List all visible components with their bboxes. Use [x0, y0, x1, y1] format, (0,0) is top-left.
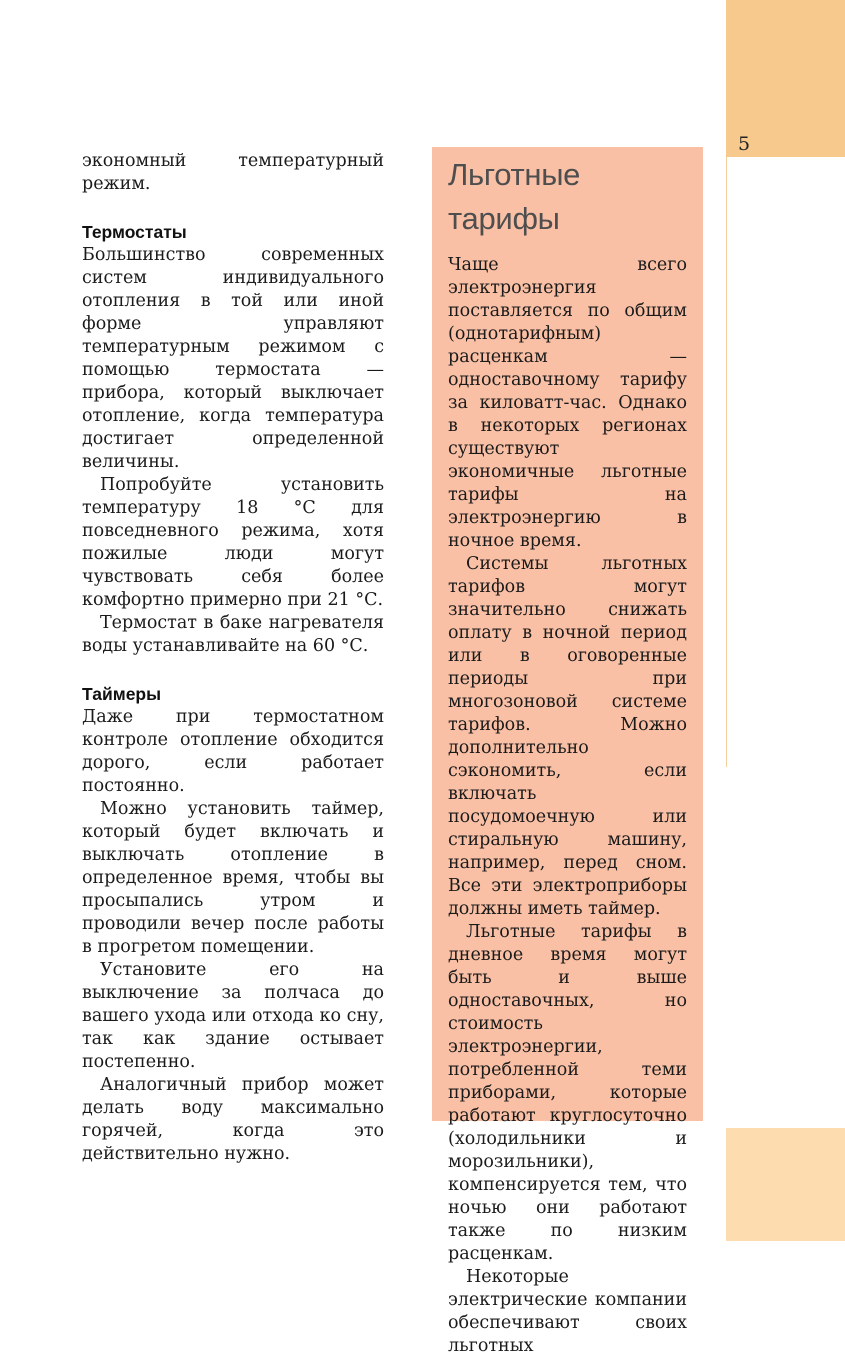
sidebar-paragraph: Некоторые электрические компании обеспечивают своих льготных	[448, 1267, 687, 1356]
section-heading-timers: Таймеры	[82, 684, 162, 704]
paragraph: Термостат в баке нагревателя воды устанавливайте на 60 °С.	[82, 613, 384, 656]
paragraph: Большинство современных систем индивидуального отопления в той или иной форме управляют температурным режимом с помощью термостата — прибора, который выключает отопление, когда температура достигает определенной величины.	[82, 245, 384, 472]
section-heading-thermostats: Термостаты	[82, 222, 187, 242]
paragraph: Установите его на выключение за полчаса до вашего ухода или отхода ко сну, так как здание остывает постепенно.	[82, 960, 384, 1072]
page-edge-rule	[726, 157, 727, 767]
page-number: 5	[738, 133, 751, 155]
sidebar-paragraph: Системы льготных тарифов могут значительно снижать оплату в ночной период или в оговоренные периоды при многозоновой системе тарифов. Можно дополнительно сэкономить, если включать посудомоечную или стиральную машину, например, перед сном. Все эти электроприборы должны иметь таймер.	[448, 554, 687, 919]
paragraph: Попробуйте установить температуру 18 °С для повседневного режима, хотя пожилые люди могут чувствовать себя более комфортно примерно при 21 °С.	[82, 475, 384, 610]
main-text-column	[82, 150, 384, 1166]
sidebar-box	[432, 147, 703, 1356]
paragraph: Аналогичный прибор может делать воду максимально горячей, когда это действительно нужно.	[82, 1075, 384, 1164]
continuation-paragraph: экономный температурный режим.	[82, 151, 384, 194]
sidebar-title: Льготные тарифы	[448, 157, 581, 236]
paragraph: Даже при термостатном контроле отопление обходится дорого, если работает постоянно.	[82, 707, 384, 796]
sidebar-paragraph: Чаще всего электроэнергия поставляется по общим (однотарифным) расценкам — одноставочному тарифу за киловатт-час. Однако в некоторых регионах существуют экономичные льготные тарифы на электроэнергию в ночное время.	[448, 255, 687, 551]
paragraph: Можно установить таймер, который будет включать и выключать отопление в определенное время, чтобы вы просыпались утром и проводили вечер после работы в прогретом помещении.	[82, 799, 384, 957]
sidebar-paragraph: Льготные тарифы в дневное время могут быть и выше одноставочных, но стоимость электроэнергии, потребленной теми приборами, которые работают круглосуточно (холодильники и морозильники), компенсируется тем, что ночью они работают также по низким расценкам.	[448, 922, 687, 1264]
page-edge-tab-bottom	[726, 1128, 845, 1241]
